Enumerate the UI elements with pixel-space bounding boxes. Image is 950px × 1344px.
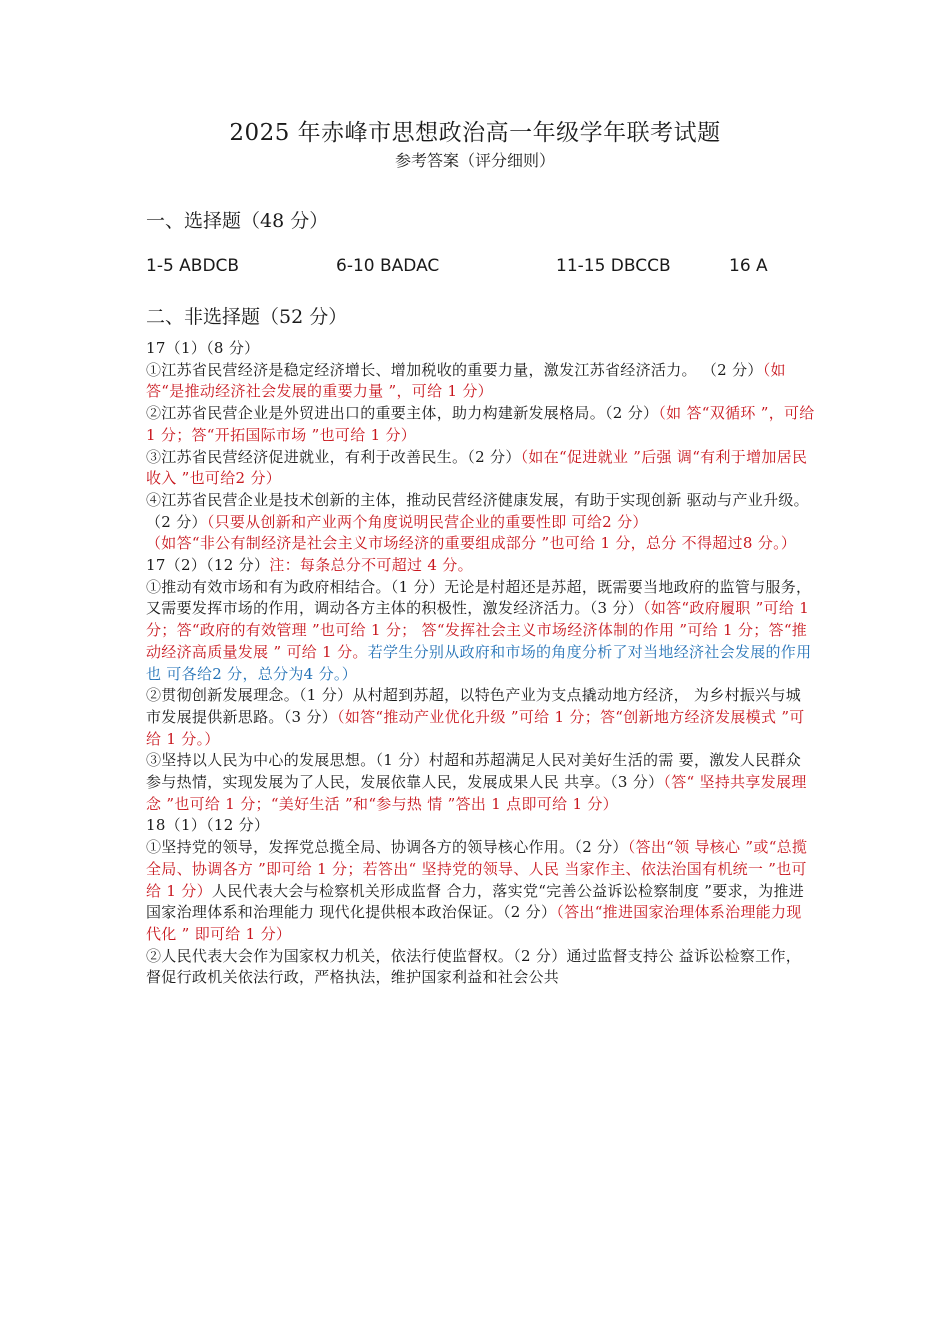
grading-note: （如 答“双循环 ”，可给 1 分；答“开拓国际市场 ”也可给 1 分） [146,404,815,444]
page-title: 2025 年赤峰市思想政治高一年级学年联考试题 [229,120,721,146]
choice-answers-row [146,256,846,280]
question-heading: 18（1）（12 分） [146,816,270,835]
answer-text: ①江苏省民营经济是稳定经济增长、增加税收的重要力量，激发江苏省经济活力。 （2 分） [146,360,763,379]
question-heading [146,555,816,577]
answer-point [146,750,816,815]
grading-note: （如答“推动产业优化升级 ”可给 1 分；答“创新地方经济发展模式 ”可给 1 分。） [146,707,805,748]
question-label: 17（2）（12 分） [146,556,270,575]
grading-note: （如答“非公有制经济是社会主义市场经济的重要组成部分 ”也可给 1 分，总分 不得超过8 分。） [146,534,797,553]
answer-text: ①推动有效市场和有为政府相结合。（1 分）无论是村超还是苏超，既需要当地政府的监管与服务，又需要发挥市场的作用，调动各方主体的积极性，激发经济活力。（3 分） [146,577,812,618]
answer-point [146,490,816,533]
answer-point [146,577,816,686]
answer-point [146,447,816,490]
answer-text: ②江苏省民营企业是外贸进出口的重要主体，助力构建新发展格局。（2 分） [146,404,659,423]
answer-group-11-15: 11-15 DBCCB [556,256,671,276]
answer-text: ④江苏省民营企业是技术创新的主体，推动民营经济健康发展，有助于实现创新 驱动与产业升级。（2 分） [146,490,809,531]
grading-note: （如在“促进就业 ”后强 调“有利于增加居民收入 ”也可给2 分） [146,447,808,488]
grading-note: （如答“政府履职 ”可给 1 分；答“政府的有效管理 ”也可给 1 分； 答“发挥社会主义市场经济体制的作用 ”可给 1 分；答“推动经济高质量发展 ” 可给 1 分。 [146,599,810,661]
answer-text: 人民代表大会与检察机关形成监督 合力，落实党“完善公益诉讼检察制度 ”要求，为推进国家治理体系和治理能力 现代化提供根本政治保证。（2 分） [146,881,805,922]
answer-body [146,338,816,989]
answer-text: ①坚持党的领导，发挥党总揽全局、协调各方的领导核心作用。（2 分） [146,838,628,857]
answer-point [146,360,816,403]
section-heading-choice: 一、选择题（48 分） [146,210,329,232]
grading-note: （答“ 坚持共享发展理念 ”也可给 1 分；“美好生活 ”和“参与热 情 ”答出 1 点即可给 1 分） [146,773,807,813]
section-heading-nonchoice: 二、非选择题（52 分） [146,306,348,328]
answer-text: ③江苏省民营经济促进就业，有利于改善民生。（2 分） [146,447,521,466]
answer-group-1-5: 1-5 ABDCB [146,256,240,276]
grading-note: （如答“是推动经济社会发展的重要力量 ”，可给 1 分） [146,360,786,401]
answer-point [146,837,816,946]
answer-point [146,685,816,750]
answer-text: ②贯彻创新发展理念。（1 分）从村超到苏超，以特色产业为支点撬动地方经济， 为乡村振兴与城市发展提供新思路。（3 分） [146,686,802,726]
answer-point [146,403,816,446]
page-subtitle: 参考答案（评分细则） [394,151,555,170]
question-heading: 17（1）（8 分） [146,339,260,357]
grading-note: （答出“推进国家治理体系治理能力现代化 ” 即可给 1 分） [146,903,802,943]
answer-point: ②人民代表大会作为国家权力机关，依法行使监督权。（2 分）通过监督支持公 益诉讼检察工作，督促行政机关依法行政，严格执法，维护国家利益和社会公共 [146,946,802,987]
answer-group-6-10: 6-10 BADAC [336,256,440,276]
grading-note: 注：每条总分不可超过 4 分。 [269,556,473,575]
answer-text: ③坚持以人民为中心的发展思想。（1 分）村超和苏超满足人民对美好生活的需 要，激发人民群众参与热情，实现发展为了人民，发展依靠人民，发展成果人民 共享。（3 分） [146,751,802,792]
grading-note-blue: 若学生分别从政府和市场的角度分析了对当地经济社会发展的作用也 可各给2 分，总分为4 分。） [146,642,812,683]
answer-group-16: 16 A [729,256,768,276]
grading-note: （只要从创新和产业两个角度说明民营企业的重要性即 可给2 分） [206,512,648,531]
grading-note: （答出“领 导核心 ”或“总揽全局、协调各方 ”即可给 1 分；若答出“ 坚持党的领导、人民 当家作主、依法治国有机统一 ”也可给 1 分） [146,838,808,900]
